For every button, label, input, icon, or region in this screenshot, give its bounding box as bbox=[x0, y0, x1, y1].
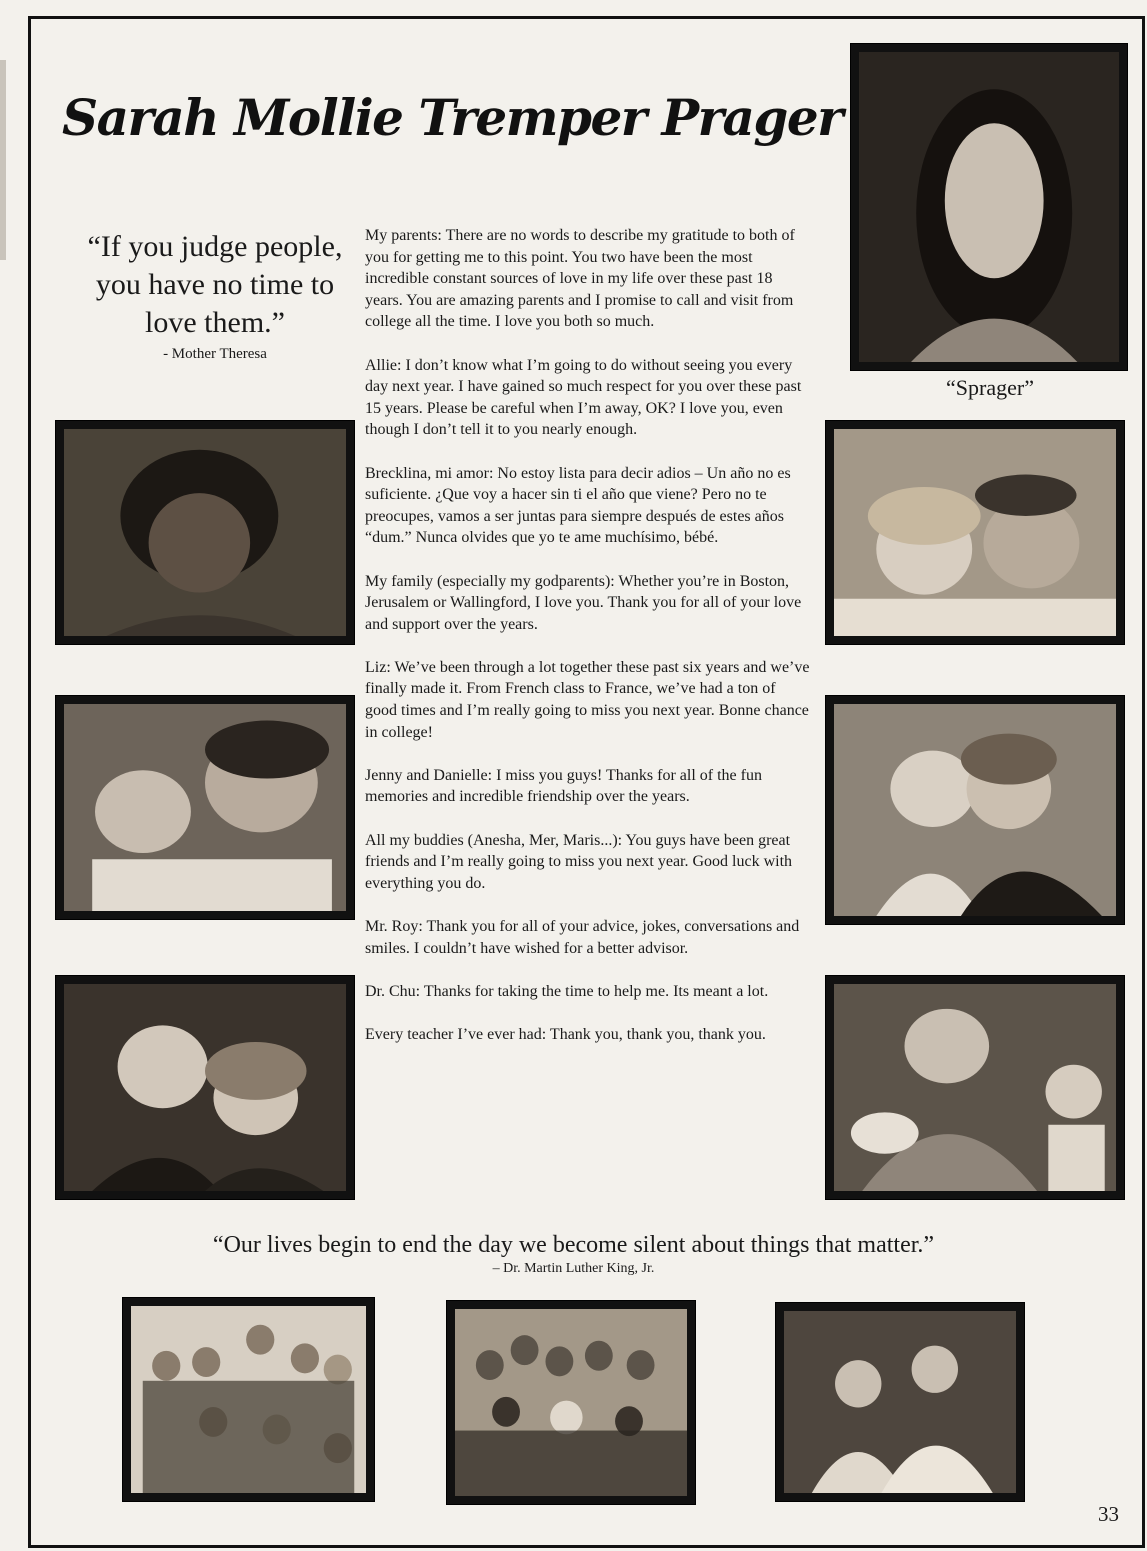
childhood-sisters-photo bbox=[55, 695, 355, 920]
binding-edge bbox=[0, 60, 6, 260]
friends-hug-photo bbox=[825, 695, 1125, 925]
senior-portrait-photo bbox=[850, 43, 1128, 371]
godparents-photo bbox=[775, 1302, 1025, 1502]
family-gathering-photo bbox=[446, 1300, 696, 1505]
page-number: 33 bbox=[1098, 1502, 1119, 1526]
friend-portrait-photo bbox=[55, 420, 355, 645]
closing-quote-text: “Our lives begin to end the day we become silent about things that matter.” bbox=[212, 1232, 935, 1258]
letter-paragraph: All my buddies (Anesha, Mer, Maris...): You guys have been great friends and I’m really going to miss you next year. Good luck with everything you do. bbox=[365, 831, 793, 892]
letter-paragraph: Mr. Roy: Thank you for all of your advice, jokes, conversations and smiles. I couldn’t have wished for a better advisor. bbox=[365, 918, 800, 957]
page-title: Sarah Mollie Tremper Prager bbox=[62, 88, 843, 147]
closing-quote-attribution: – Dr. Martin Luther King, Jr. bbox=[492, 1261, 655, 1276]
closing-quote bbox=[0, 1232, 1147, 1277]
nickname-caption: “Sprager” bbox=[946, 375, 1034, 400]
parents-photo bbox=[825, 420, 1125, 645]
dedication-letter bbox=[365, 225, 810, 1067]
extended-family-photo bbox=[122, 1297, 375, 1502]
letter-paragraph: My family (especially my godparents): Whether you’re in Boston, Jerusalem or Wallingford, I love you. Thank you for all of your love and support over the years. bbox=[365, 572, 802, 633]
letter-paragraph: Liz: We’ve been through a lot together these past six years and we’ve finally made it. From French class to France, we’ve had a ton of good times and I’m really going to miss you next year. Bonne chance in college! bbox=[365, 658, 810, 741]
opening-quote bbox=[70, 228, 360, 364]
letter-paragraph: Jenny and Danielle: I miss you guys! Thanks for all of the fun memories and incredible friendship over the years. bbox=[365, 766, 762, 806]
letter-paragraph: My parents: There are no words to describe my gratitude to both of you for getting me to this point. You two have been the most incredible constant sources of love in my life over these past 18 years. You are amazing parents and I promise to call and visit from college all the time. I love you both so much. bbox=[365, 227, 795, 331]
opening-quote-attribution: - Mother Theresa bbox=[163, 346, 267, 362]
opening-quote-text: “If you judge people, you have no time to love them.” bbox=[87, 230, 343, 339]
letter-paragraph: Every teacher I’ve ever had: Thank you, thank you, thank you. bbox=[365, 1025, 766, 1043]
two-friends-photo bbox=[55, 975, 355, 1200]
letter-paragraph: Brecklina, mi amor: No estoy lista para decir adios – Un año no es suficiente. ¿Que voy a hacer sin ti el año que viene? Pero no te preocupes, vamos a ser juntas para siempre después de estes años “dum.” Nunca olvides que yo te ame muchísimo, bébé. bbox=[365, 464, 791, 547]
letter-paragraph: Allie: I don’t know what I’m going to do without seeing you every day next year. I have gained so much respect for you over these past 15 years. Please be careful when I’m away, OK? I love you, even though I don’t tell it to you nearly enough. bbox=[365, 356, 802, 439]
letter-paragraph: Dr. Chu: Thanks for taking the time to help me. Its meant a lot. bbox=[365, 982, 769, 1000]
grandfather-children-photo bbox=[825, 975, 1125, 1200]
